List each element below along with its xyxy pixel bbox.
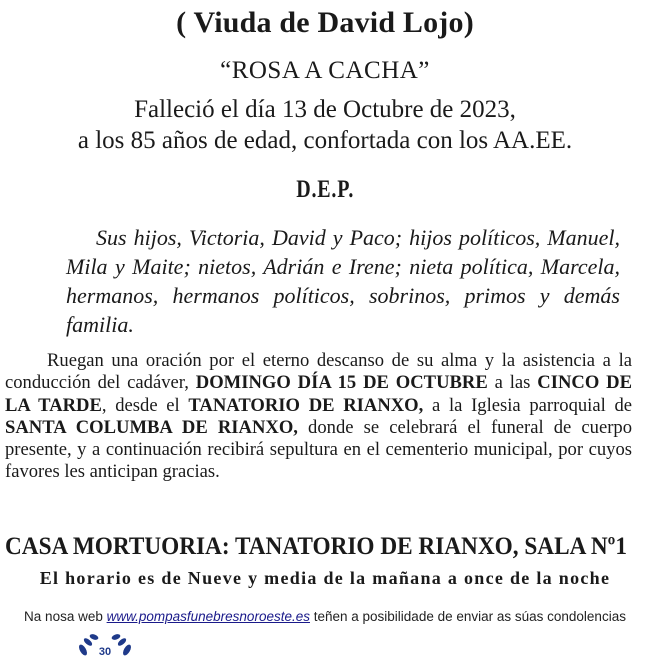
funeral-time: CINCO DE LA TARDE (5, 372, 632, 416)
casa-mortuoria-text: CASA MORTUORIA: TANATORIO DE RIANXO, SALA Nº1 (5, 533, 627, 560)
prayer-part1: Ruegan una oración por el eterno descanso de su alma y la asistencia a la conducción del cadáver, (5, 350, 632, 394)
web-suffix: teñen a posibilidade de enviar as súas condolencias (309, 609, 626, 624)
funeral-place: TANATORIO DE RIANXO, (188, 394, 424, 416)
website-link[interactable]: www.pompasfunebresnoroeste.es (106, 609, 310, 624)
dep-text: D.E.P. (296, 176, 354, 203)
death-announcement (0, 94, 650, 156)
web-prefix: Na nosa web (24, 609, 107, 624)
logo-number: 30 (98, 646, 112, 658)
prayer-part2: a las (487, 372, 538, 394)
prayer-part4: a la Iglesia parroquial de (423, 394, 633, 416)
web-condolences-line (0, 609, 650, 624)
dep-heading (0, 176, 650, 204)
death-date-line: Falleció el día 13 de Octubre de 2023, (134, 96, 516, 123)
church-name: SANTA COLUMBA DE RIANXO, (5, 416, 298, 438)
funeral-day: DOMINGO DÍA 15 DE OCTUBRE (195, 372, 488, 394)
prayer-paragraph (5, 350, 632, 484)
death-age-line: a los 85 años de edad, confortada con los AA.EE. (77, 127, 573, 154)
anniversary-laurel-logo (70, 630, 140, 660)
prayer-part5: donde se celebrará el funeral de cuerpo presente, y a continuación recibirá sepultura en el cementerio municipal, por cuyos favores les anticipan gracias. (5, 416, 632, 483)
family-paragraph (66, 223, 620, 339)
opening-hours: El horario es de Nueve y media de la mañana a once de la noche (39, 568, 611, 588)
casa-mortuoria (5, 533, 645, 561)
family-text: Sus hijos, Victoria, David y Paco; hijos políticos, Manuel, Mila y Maite; nietos, Adrián e Irene; nieta política, Marcela, hermanos, hermanos políticos, sobrinos, primos y demás familia. (66, 225, 620, 337)
nickname: “ROSA A CACHA” (220, 57, 430, 84)
widow-of-line: ( Viuda de David Lojo) (176, 6, 474, 39)
prayer-part3: , desde el (101, 394, 189, 416)
